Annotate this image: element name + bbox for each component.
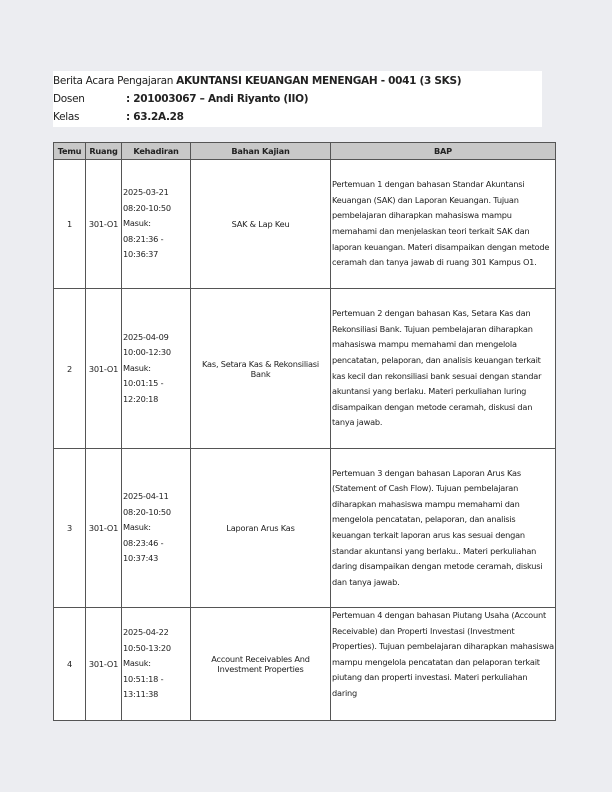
kelas-label: Kelas [53,111,80,123]
temu-cell: 2 [54,289,86,449]
bap-text: Pertemuan 4 dengan bahasan Piutang Usaha (Account Receivable) dan Properti Investasi (Investment Properties). Tujuan pembelajaran diharapkan mahasiswa mampu mengelola pencatatan dan pelaporan terkait piutang dan properti investasi. Materi perkuliahan daring [332,610,554,698]
bahan-cell: Kas, Setara Kas & Rekonsiliasi Bank [191,289,331,449]
dosen-label: Dosen [53,93,85,105]
kehadiran-cell [122,160,191,289]
temu-cell: 3 [54,449,86,608]
keluar-time: 10:36:37 [123,249,159,260]
masuk-time: 08:21:36 - [123,233,164,244]
jam: 08:20-10:50 [123,202,171,213]
dosen-value: : 201003067 – Andi Riyanto (IIO) [126,93,309,105]
bahan-cell: Account Receivables And Investment Properties [191,608,331,721]
table-row [54,289,556,449]
bap-cell: Pertemuan 3 dengan bahasan Laporan Arus Kas (Statement of Cash Flow). Tujuan pembelajaran diharapkan mahasiswa mampu memahami dan mengelola pencatatan, pelaporan, dan analisis keuangan terkait laporan arus kas sesuai dengan standar akuntansi yang berlaku.. Materi perkuliahan daring disampaikan dengan metode ceramah, diskusi dan tanya jawab. [331,449,556,608]
kehadiran-cell [122,449,191,608]
table-header-row [54,143,556,160]
masuk-label: Masuk: [123,218,151,229]
kehadiran-cell [122,289,191,449]
bap-cell: Pertemuan 1 dengan bahasan Standar Akuntansi Keuangan (SAK) dan Laporan Keuangan. Tujuan pembelajaran diharapkan mahasiswa mampu memahami dan menjelaskan teori terkait SAK dan laporan keuangan. Materi disampaikan dengan metode ceramah dan tanya jawab di ruang 301 Kampus O1. [331,160,556,289]
dosen-row [53,92,309,106]
title-row [53,74,461,88]
masuk-label: Masuk: [123,658,151,669]
tanggal: 2025-04-09 [123,331,169,342]
keluar-time: 10:37:43 [123,553,159,564]
col-kehadiran: Kehadiran [122,143,191,160]
ruang-cell: 301-O1 [86,608,122,721]
kehadiran-cell [122,608,191,721]
keluar-time: 12:20:18 [123,393,159,404]
bahan-cell: Laporan Arus Kas [191,449,331,608]
ruang-cell: 301-O1 [86,160,122,289]
tanggal: 2025-04-22 [123,627,169,638]
bap-table [53,142,556,721]
temu-cell: 1 [54,160,86,289]
bahan-cell: SAK & Lap Keu [191,160,331,289]
jam: 08:20-10:50 [123,506,171,517]
kelas-row [53,110,184,124]
document-header [53,71,542,127]
col-temu: Temu [54,143,86,160]
masuk-time: 10:51:18 - [123,673,164,684]
col-ruang: Ruang [86,143,122,160]
col-bap: BAP [331,143,556,160]
table-row [54,449,556,608]
masuk-label: Masuk: [123,362,151,373]
masuk-time: 10:01:15 - [123,378,164,389]
temu-cell: 4 [54,608,86,721]
ruang-cell: 301-O1 [86,289,122,449]
col-bahan-kajian: Bahan Kajian [191,143,331,160]
tanggal: 2025-03-21 [123,187,169,198]
kelas-value: : 63.2A.28 [126,111,184,123]
ruang-cell: 301-O1 [86,449,122,608]
masuk-time: 08:23:46 - [123,537,164,548]
table-row [54,608,556,721]
tanggal: 2025-04-11 [123,491,169,502]
bap-cell [331,608,556,721]
jam: 10:50-13:20 [123,642,171,653]
title-prefix: Berita Acara Pengajaran [53,75,174,87]
course-name: AKUNTANSI KEUANGAN MENENGAH - 0041 (3 SKS) [176,75,462,87]
keluar-time: 13:11:38 [123,689,159,700]
masuk-label: Masuk: [123,522,151,533]
table-row [54,160,556,289]
jam: 10:00-12:30 [123,347,171,358]
bap-cell: Pertemuan 2 dengan bahasan Kas, Setara Kas dan Rekonsiliasi Bank. Tujuan pembelajaran diharapkan mahasiswa mampu memahami dan mengelola pencatatan, pelaporan, dan analisis keuangan terkait kas kecil dan rekonsiliasi bank sesuai dengan standar akuntansi yang berlaku. Materi perkuliahan luring disampaikan dengan metode ceramah, diskusi dan tanya jawab. [331,289,556,449]
